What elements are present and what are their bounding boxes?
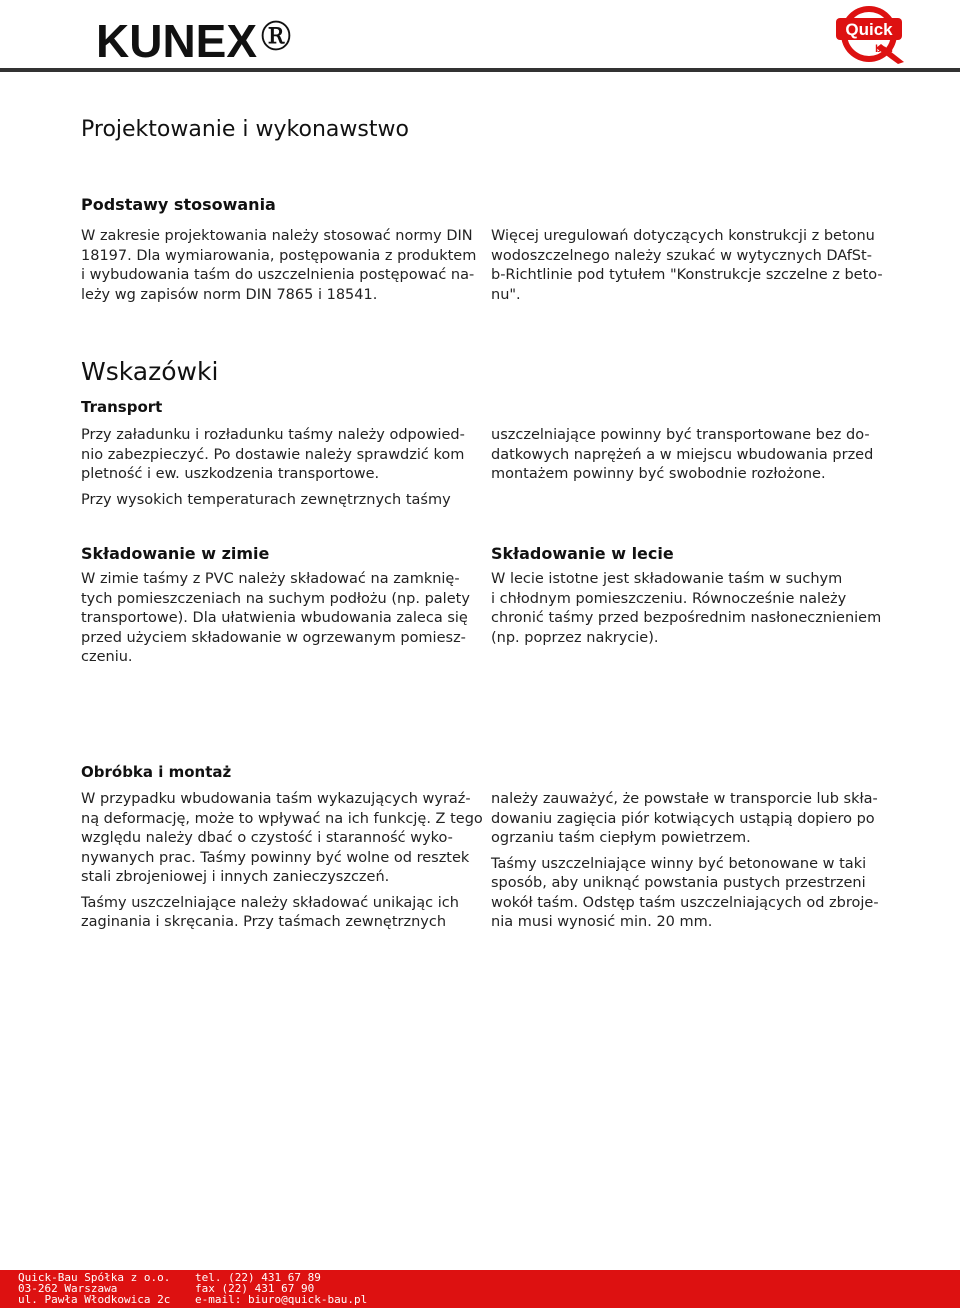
text-line: nu". [491, 286, 521, 303]
heading-skladowanie-zima: Składowanie w zimie [81, 544, 270, 563]
text-line: wodoszczelnego należy szukać w wytycznych DAfSt- [491, 247, 872, 264]
text-line: W przypadku wbudowania taśm wykazujących wyraź- [81, 791, 471, 807]
text-line: Więcej uregulowań dotyczących konstrukcji z betonu [491, 228, 875, 244]
text-line: wokół taśm. Odstęp taśm uszczelniających od zbroje- [491, 894, 879, 911]
header-divider [0, 68, 960, 72]
text-line: Taśmy uszczelniające należy składować unikając ich [81, 894, 459, 911]
text-line: ną deformację, może to wpływać na ich funkcję. Z tego [81, 810, 483, 827]
logo-word-bau: bau [875, 44, 893, 55]
text-line: ogrzaniu taśm ciepłym powietrzem. [491, 830, 751, 846]
transport-right-text [491, 426, 873, 485]
heading-podstawy: Podstawy stosowania [81, 195, 276, 214]
text-line: nio zabezpieczyć. Po dostawie należy sprawdzić kom [81, 446, 465, 463]
heading-skladowanie-lato: Składowanie w lecie [491, 544, 674, 563]
footer-address [18, 1272, 170, 1305]
text-line: zaginania i skręcania. Przy taśmach zewnętrznych [81, 914, 447, 930]
podstawy-left-text [81, 227, 476, 305]
zima-text [81, 570, 470, 668]
text-line: względu należy dbać o czystość i staranność wyko- [81, 830, 453, 846]
heading-obrobka: Obróbka i montaż [81, 763, 232, 781]
heading-wskazowki: Wskazówki [81, 357, 219, 386]
quickbau-logo-icon [826, 4, 912, 64]
text-line: należy zauważyć, że powstałe w transporcie lub skła- [491, 791, 878, 807]
text-line: pletność i ew. uszkodzenia transportowe. [81, 466, 380, 482]
text-line: W zakresie projektowania należy stosować normy DIN [81, 228, 473, 244]
registered-mark: Ⓡ [261, 21, 292, 54]
text-line: W lecie istotne jest składowanie taśm w suchym [491, 571, 843, 587]
text-line: sposób, aby uniknąć powstania pustych przestrzeni [491, 875, 866, 891]
text-line: stali zbrojeniowej i innych zanieczyszczeń. [81, 869, 390, 885]
text-line: leży wg zapisów norm DIN 7865 i 18541. [81, 286, 378, 303]
footer-email-link[interactable]: e-mail: biuro@quick-bau.pl [195, 1293, 368, 1306]
footer-company: Quick-Bau Spółka z o.o. [18, 1271, 171, 1284]
text-line: montażem powinny być swobodnie rozłożone. [491, 466, 826, 482]
text-line: b-Richtlinie pod tytułem "Konstrukcje szczelne z beto- [491, 267, 883, 283]
text-line: (np. poprzez nakrycie). [491, 629, 659, 646]
lato-text [491, 570, 881, 648]
podstawy-right-text [491, 227, 883, 305]
text-line: uszczelniające powinny być transportowane bez do- [491, 427, 870, 443]
text-line: przed użyciem składowanie w ogrzewanym pomiesz- [81, 629, 466, 646]
text-line: Przy załadunku i rozładunku taśmy należy odpowied- [81, 427, 465, 443]
text-line: Taśmy uszczelniające winny być betonowane w taki [491, 855, 867, 872]
brand-text: KUNEX [96, 15, 258, 67]
transport-left-text [81, 426, 465, 510]
footer-contact [195, 1272, 367, 1305]
obrobka-right-text [491, 790, 879, 933]
footer-street: ul. Pawła Włodkowica 2c [18, 1293, 171, 1306]
logo-word-quick: Quick [845, 20, 893, 39]
text-line: i chłodnym pomieszczeniu. Równocześnie należy [491, 590, 847, 607]
text-line: tych pomieszczeniach na suchym podłożu (np. palety [81, 590, 470, 607]
text-line: chronić taśmy przed bezpośrednim nasłonecznieniem [491, 610, 882, 626]
text-line: i wybudowania taśm do uszczelnienia postępować na- [81, 267, 475, 283]
text-line: czeniu. [81, 649, 133, 665]
page-title: Projektowanie i wykonawstwo [81, 117, 409, 142]
text-line: W zimie taśmy z PVC należy składować na zamknię- [81, 571, 460, 587]
text-line: Przy wysokich temperaturach zewnętrznych taśmy [81, 491, 451, 508]
text-line: 18197. Dla wymiarowania, postępowania z produktem [81, 247, 477, 264]
text-line: transportowe). Dla ułatwienia wbudowania zaleca się [81, 610, 468, 626]
footer-fax: fax (22) 431 67 90 [195, 1282, 315, 1295]
text-line: nia musi wynosić min. 20 mm. [491, 914, 713, 930]
text-line: datkowych naprężeń a w miejscu wbudowania przed [491, 446, 874, 463]
footer-phone: tel. (22) 431 67 89 [195, 1271, 321, 1284]
text-line: nywanych prac. Taśmy powinny być wolne od resztek [81, 849, 470, 866]
footer-city: 03-262 Warszawa [18, 1282, 118, 1295]
heading-transport: Transport [81, 398, 163, 416]
obrobka-left-text [81, 790, 483, 933]
brand-name [96, 14, 291, 68]
text-line: dowaniu zagięcia piór kotwiących ustąpią dopiero po [491, 810, 875, 827]
